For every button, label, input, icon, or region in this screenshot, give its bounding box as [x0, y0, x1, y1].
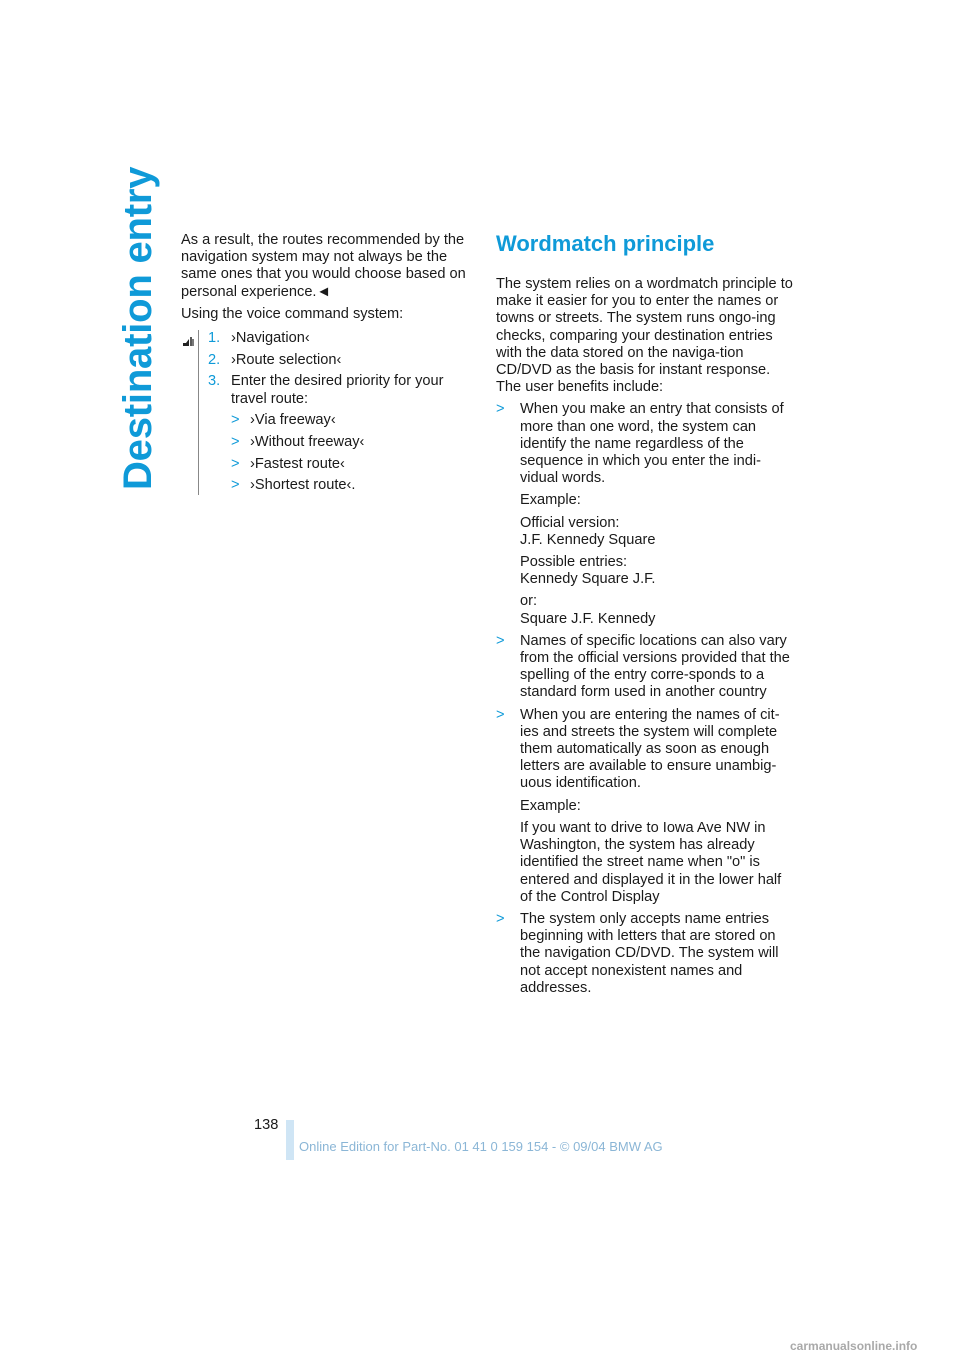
step-item [208, 330, 471, 347]
bullet-icon: > [231, 477, 240, 494]
bullet-icon: > [496, 910, 505, 927]
official-version [520, 515, 796, 549]
intro-paragraph [181, 232, 471, 301]
option-text: ›Shortest route‹. [250, 477, 356, 494]
step-text: ›Navigation‹ [231, 330, 310, 347]
list-item [496, 707, 796, 906]
or-value: Square J.F. Kennedy [520, 610, 656, 627]
section-title-vertical [108, 166, 160, 490]
example-text: If you want to drive to Iowa Ave NW in Washington, the system has already identified the street name when "o" is entered and displayed it in the lower half of the Control Display [520, 819, 782, 905]
voice-command-icon [181, 334, 195, 348]
possible-value: Kennedy Square J.F. [520, 571, 656, 588]
section-title-text: Destination entry [116, 166, 160, 490]
possible-entries [520, 554, 796, 588]
list-item [496, 911, 796, 997]
bullet-icon: > [231, 455, 240, 472]
left-column [181, 232, 471, 495]
possible-label: Possible entries: [520, 554, 628, 571]
example-label: Example: [520, 492, 581, 509]
voice-command-block [181, 330, 471, 495]
list-item [496, 633, 796, 702]
step-item [208, 373, 471, 407]
end-mark-icon: ◄ [316, 283, 331, 300]
bullet-icon: > [496, 706, 505, 723]
step-number: 3. [208, 373, 221, 390]
alternative-entry [520, 593, 796, 627]
page-number: 138 [254, 1117, 279, 1133]
option-text: ›Via freeway‹ [250, 412, 336, 429]
wordmatch-intro: The system relies on a wordmatch principle to make it easier for you to enter the names or towns or streets. The system runs ongo-ing checks, comparing your destination entries with the data stored on the naviga-tion CD/DVD as the basis for instant response. The user benefits include: [496, 276, 793, 396]
option-item [231, 477, 471, 494]
list-item-text: When you are entering the names of cit-ies and streets the system will complete them automatically as soon as enough letters are available to ensure unambig-uous identification. [520, 706, 780, 792]
list-item-text: Names of specific locations can also vary from the official versions provided that the spelling of the entry corre-sponds to a standard form used in another country [520, 632, 790, 701]
voice-intro: Using the voice command system: [181, 305, 404, 322]
bullet-icon: > [231, 412, 240, 429]
edition-footer: Online Edition for Part-No. 01 41 0 159 154 - © 09/04 BMW AG [299, 1139, 663, 1154]
list-item [496, 401, 796, 627]
option-text: ›Fastest route‹ [250, 455, 345, 472]
list-item-text: The system only accepts name entries beginning with letters that are stored on the navigation CD/DVD. The system will not accept nonexistent names and addresses. [520, 910, 779, 996]
voice-block-divider [198, 330, 199, 495]
intro-text: As a result, the routes recommended by the navigation system may not always be the same ones that you would choose based on personal experience. [181, 232, 466, 300]
step-item [208, 352, 471, 369]
step-number: 2. [208, 351, 221, 368]
official-value: J.F. Kennedy Square [520, 531, 656, 548]
bullet-icon: > [496, 401, 505, 418]
option-item [231, 434, 471, 451]
bullet-icon: > [496, 632, 505, 649]
section-heading: Wordmatch principle [496, 231, 715, 256]
official-label: Official version: [520, 514, 620, 531]
or-label: or: [520, 593, 538, 610]
list-item-text: When you make an entry that consists of more than one word, the system can identify the name regardless of the sequence in which you enter the indi-vidual words. [520, 401, 784, 487]
step-number: 1. [208, 330, 221, 347]
right-column [496, 232, 796, 997]
step-text: Enter the desired priority for your travel route: [231, 373, 444, 407]
step-text: ›Route selection‹ [231, 351, 342, 368]
option-text: ›Without freeway‹ [250, 434, 365, 451]
example-label: Example: [520, 797, 581, 814]
option-item [231, 456, 471, 473]
option-item [231, 412, 471, 429]
bullet-icon: > [231, 434, 240, 451]
watermark: carmanualsonline.info [790, 1339, 918, 1353]
footer-accent-bar [286, 1120, 294, 1160]
